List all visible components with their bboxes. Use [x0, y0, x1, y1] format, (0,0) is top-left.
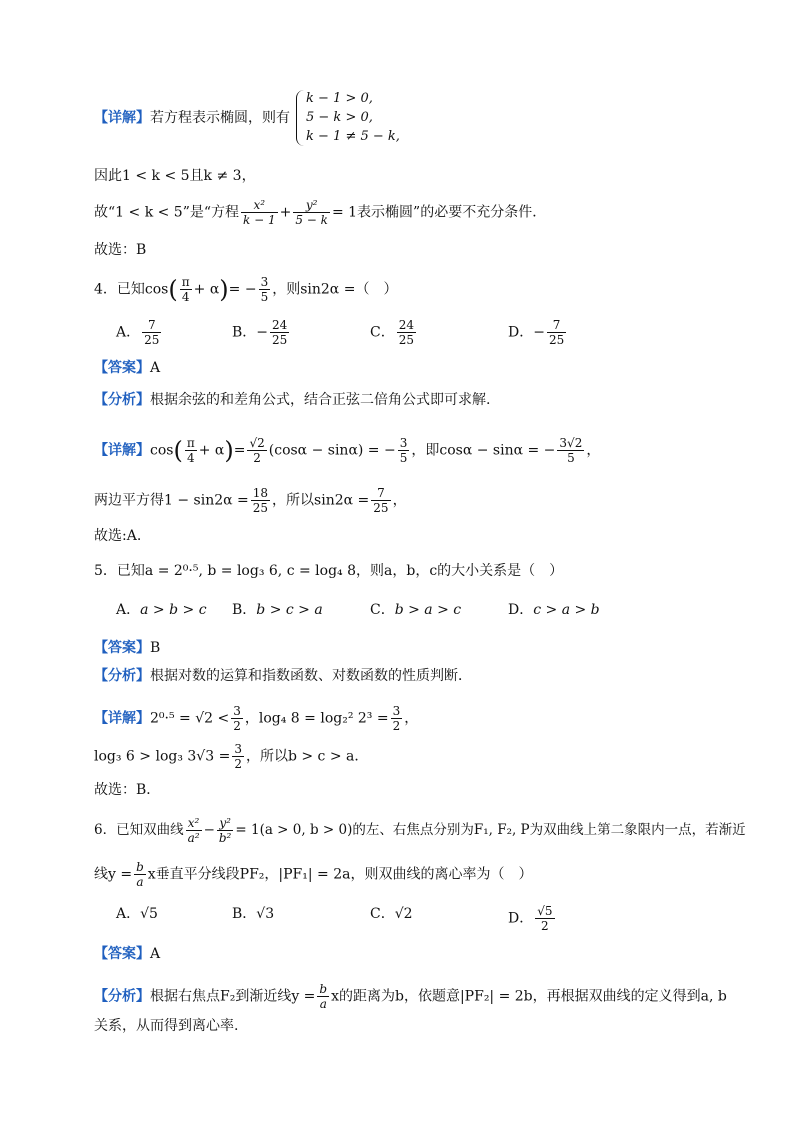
- q5-option-c: [370, 600, 461, 620]
- paren-open: (: [173, 436, 183, 465]
- frac-den: a: [136, 875, 144, 889]
- frac-den: 25: [252, 501, 269, 515]
- paren-close: ): [224, 436, 234, 465]
- frac-den: 25: [272, 333, 288, 347]
- analysis-pre: 根据右焦点F₂到渐近线y =: [150, 988, 316, 1005]
- plus: +: [279, 204, 292, 221]
- q6-answer: [94, 944, 160, 964]
- detail-text: 若方程表示椭圆，则有: [150, 110, 290, 126]
- square-pre: 两边平方得1 − sin2α =: [94, 492, 249, 509]
- detail-so: ，即cosα − sinα = −: [411, 442, 556, 459]
- q5-option-a: [116, 600, 207, 620]
- cases-brace: [296, 90, 305, 146]
- fraction: [557, 436, 584, 465]
- option-label: A．: [116, 906, 141, 922]
- q6-stem: [94, 816, 746, 845]
- analysis-post: x的距离为b，依题意|PF₂| = 2b，再根据双曲线的定义得到a, b: [331, 988, 727, 1005]
- detail-eq: =: [233, 442, 246, 459]
- frac-den: 4: [181, 290, 190, 304]
- conclusion-line: [94, 198, 546, 227]
- q4-analysis: [94, 390, 490, 410]
- q5-detail-2: [94, 742, 368, 771]
- q5-option-d: [508, 600, 600, 620]
- option-text: c > a > b: [533, 602, 600, 618]
- paren-close: ): [219, 275, 229, 304]
- frac-num: 7: [142, 318, 161, 333]
- frac-den: 4: [186, 451, 195, 465]
- frac-num: x²: [186, 816, 202, 831]
- frac-num: 18: [252, 486, 269, 500]
- fraction: [134, 860, 146, 889]
- option-text: a > b > c: [140, 602, 207, 618]
- q4-answer: [94, 358, 160, 378]
- q4-stem-mid: + α: [193, 281, 220, 298]
- frac-den: 2: [253, 451, 261, 465]
- frac-num: 3: [392, 704, 401, 718]
- q4-stem-post: ，则sin2α =（ ）: [272, 281, 398, 298]
- answer-tag: 【答案】: [94, 360, 150, 376]
- option-label: C．: [370, 906, 395, 922]
- frac-den: 2: [541, 919, 549, 933]
- q6-analysis: [94, 982, 727, 1011]
- answer-value: A: [150, 360, 161, 376]
- fraction: [247, 436, 266, 465]
- q6-option-a: [116, 904, 158, 924]
- fraction: [241, 198, 278, 227]
- fraction: [391, 704, 403, 733]
- q4-stem: [94, 275, 397, 304]
- frac-num: √2: [249, 436, 265, 450]
- option-text: b > c > a: [256, 602, 323, 618]
- case-3: k − 1 ≠ 5 − k,: [306, 129, 400, 144]
- frac-num: π: [186, 436, 195, 450]
- q4-square: [94, 486, 407, 515]
- choose-line: 故选：B: [94, 242, 147, 258]
- fraction: [293, 198, 330, 227]
- paren-open: (: [168, 275, 178, 304]
- fraction: [142, 318, 161, 347]
- answer-value: A: [150, 946, 161, 962]
- frac-den: 2: [234, 757, 242, 771]
- q4-stem-pre: 4．已知cos: [94, 281, 169, 298]
- fraction: [251, 486, 270, 515]
- detail-b: ，log₄ 8 = log₂² 2³ =: [244, 710, 389, 727]
- q4-stem-eq: = −: [228, 281, 257, 298]
- q4-option-a: [116, 318, 163, 347]
- frac-den: 25: [548, 333, 565, 347]
- option-label: A．: [116, 324, 141, 341]
- q5-choose: 故选：B．: [94, 782, 161, 798]
- frac-num: 3: [399, 436, 408, 450]
- frac-den: 25: [144, 333, 160, 347]
- answer-value: B: [150, 640, 161, 656]
- conclusion-pre: 故“1 < k < 5”是“方程: [94, 204, 240, 221]
- option-label: B．: [232, 324, 257, 341]
- frac-num: 3: [233, 704, 241, 718]
- frac-den: a²: [187, 831, 200, 845]
- option-label: D．: [508, 910, 534, 927]
- frac-den: 5: [260, 290, 269, 304]
- q5-stem: 5．已知a = 2⁰·⁵, b = log₃ 6, c = log₄ 8，则a，b，c的大小关系是（ ）: [94, 563, 564, 579]
- analysis-tag: 【分析】: [94, 988, 150, 1005]
- q5-answer: [94, 638, 160, 658]
- detail-paren: (cosα − sinα) = −: [268, 442, 396, 459]
- fraction: [259, 275, 271, 304]
- fraction: [217, 816, 234, 845]
- square-mid: ，所以sin2α =: [272, 492, 370, 509]
- fraction: [371, 486, 390, 515]
- option-text: √5: [140, 906, 158, 922]
- frac-num: x²: [241, 198, 278, 213]
- square-end: ，: [392, 492, 407, 509]
- frac-den: 5: [567, 451, 575, 465]
- detail-pre: cos: [150, 442, 174, 459]
- fraction: [317, 982, 329, 1011]
- q4-option-c: [370, 318, 418, 347]
- frac-den: a: [319, 997, 327, 1011]
- conclusion-post: = 1表示椭圆”的必要不充分条件．: [331, 204, 547, 221]
- line2-pre: 线y =: [94, 866, 133, 883]
- frac-num: 3: [234, 742, 242, 756]
- fraction: [231, 704, 243, 733]
- q6-stem-2: [94, 860, 533, 889]
- q6-option-c: [370, 904, 413, 924]
- frac-num: √5: [537, 904, 553, 918]
- frac-num: y²: [217, 816, 234, 831]
- q6-stem-mid: = 1(a > 0, b > 0)的左、右焦点分别为F₁, F₂, P为双曲线上第二象限内一点，若渐近: [235, 822, 746, 838]
- option-label: D．: [508, 602, 534, 618]
- detail-mid: + α: [198, 442, 225, 459]
- detail-tag: 【详解】: [94, 110, 150, 126]
- fraction: [398, 436, 410, 465]
- therefore-line: 因此1 < k < 5且k ≠ 3，: [94, 168, 256, 184]
- q4-option-b: [232, 318, 291, 347]
- frac-num: 24: [398, 318, 414, 332]
- detail-tag: 【详解】: [94, 710, 150, 727]
- q5-analysis: [94, 666, 472, 686]
- analysis-text: 根据余弦的和差角公式，结合正弦二倍角公式即可求解.: [150, 392, 491, 408]
- detail-a: 2⁰·⁵ = √2 <: [150, 710, 230, 727]
- q4-choose: 故选:A.: [94, 528, 142, 544]
- frac-den: k − 1: [243, 213, 276, 227]
- answer-tag: 【答案】: [94, 640, 150, 656]
- frac-num: 24: [272, 318, 288, 332]
- option-label: B．: [232, 602, 257, 618]
- case-2: 5 − k > 0,: [306, 110, 373, 125]
- fraction: [397, 318, 416, 347]
- frac-den: 5: [399, 451, 408, 465]
- frac-den: 25: [398, 333, 414, 347]
- q4-option-d: [508, 318, 568, 347]
- option-label: C．: [370, 324, 395, 341]
- frac-den: 2: [233, 719, 241, 733]
- option-label: D．: [508, 324, 534, 341]
- frac-num: b: [136, 860, 144, 874]
- minus: −: [203, 822, 215, 838]
- q4-detail: [94, 436, 600, 465]
- fraction: [547, 318, 566, 347]
- frac-num: 3√2: [559, 436, 583, 450]
- fraction: [180, 275, 192, 304]
- option-label: B．: [232, 906, 257, 922]
- detail-b-end: ，: [404, 710, 419, 727]
- frac-num: π: [181, 275, 190, 289]
- case-1: k − 1 > 0,: [306, 91, 373, 106]
- fraction: [270, 318, 289, 347]
- q5-option-b: [232, 600, 323, 620]
- detail-c-end: ，所以b > c > a．: [245, 748, 369, 765]
- analysis-tag: 【分析】: [94, 392, 150, 408]
- detail-tag: 【详解】: [94, 442, 150, 459]
- option-text: √3: [256, 906, 275, 922]
- frac-num: b: [319, 982, 328, 996]
- detail-c: log₃ 6 > log₃ 3√3 =: [94, 748, 231, 765]
- option-label: C．: [370, 602, 395, 618]
- q5-detail: [94, 704, 418, 733]
- frac-num: 7: [371, 486, 390, 501]
- analysis-tag: 【分析】: [94, 668, 150, 684]
- q6-option-d: [508, 904, 557, 933]
- option-sign: −: [256, 324, 269, 341]
- frac-num: 3: [260, 275, 269, 289]
- fraction: [232, 742, 244, 771]
- q6-option-b: [232, 904, 274, 924]
- answer-tag: 【答案】: [94, 946, 150, 962]
- q6-stem-pre: 6．已知双曲线: [94, 822, 184, 838]
- option-text: √2: [394, 906, 413, 922]
- option-text: b > a > c: [394, 602, 462, 618]
- fraction: [185, 436, 197, 465]
- analysis-text: 根据对数的运算和指数函数、对数函数的性质判断．: [150, 668, 472, 684]
- frac-den: 5 − k: [295, 213, 328, 227]
- frac-den: 25: [373, 501, 389, 515]
- frac-num: y²: [293, 198, 330, 213]
- line2-post: x垂直平分线段PF₂，|PF₁| = 2a，则双曲线的离心率为（ ）: [147, 866, 533, 883]
- frac-num: 7: [547, 318, 566, 333]
- frac-den: b²: [218, 831, 232, 845]
- detail-end: ，: [586, 442, 601, 459]
- option-label: A．: [116, 602, 141, 618]
- fraction: [535, 904, 554, 933]
- frac-den: 2: [392, 719, 401, 733]
- option-sign: −: [533, 324, 545, 341]
- detail-line-1: [94, 108, 290, 128]
- fraction: [186, 816, 202, 845]
- q6-analysis-2: 关系，从而得到离心率.: [94, 1018, 239, 1034]
